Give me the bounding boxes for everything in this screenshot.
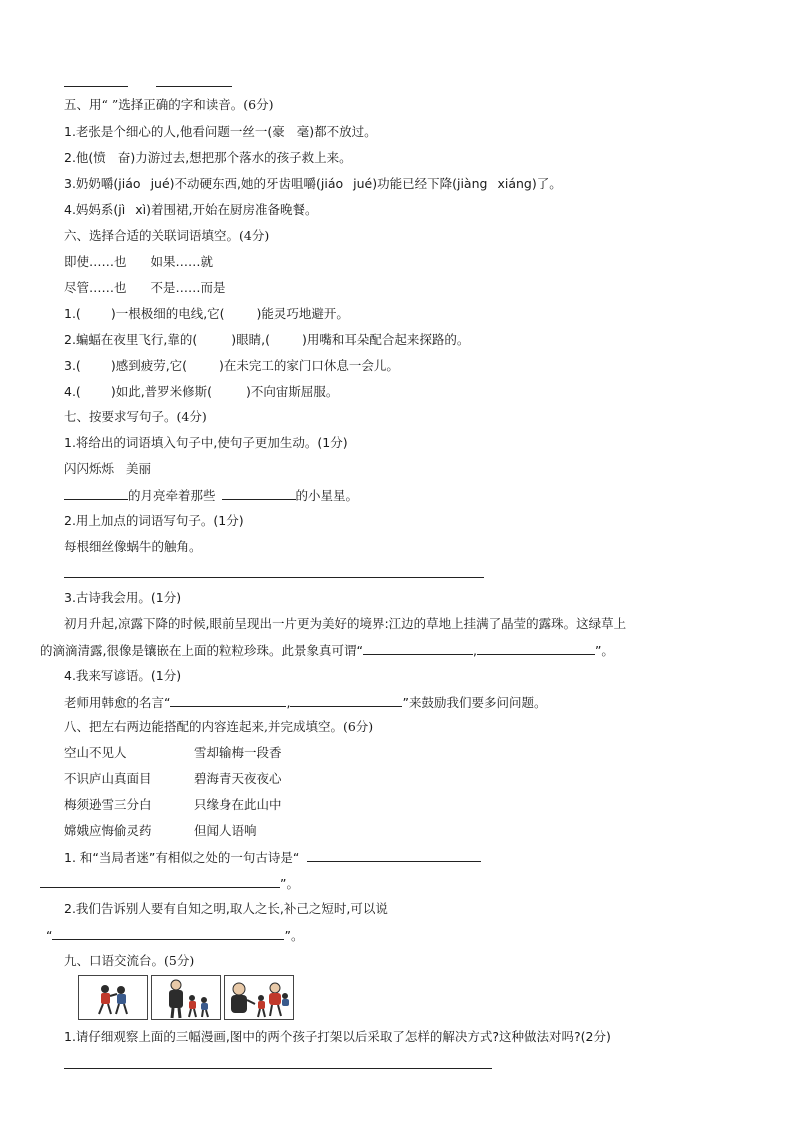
s7-q1-blank-1[interactable]	[64, 487, 128, 500]
s6-q4-a: 4.(	[64, 384, 81, 399]
s7-q4-line-a: 老师用韩愈的名言“	[64, 695, 171, 710]
s8-right-1[interactable]: 雪却输梅一段香	[194, 745, 282, 760]
answer-blank-b[interactable]	[156, 86, 232, 87]
s6-option-bushi: 不是……而是	[150, 280, 226, 295]
comic-panel-3	[224, 975, 294, 1020]
s6-option-jishi: 即使……也	[64, 254, 127, 269]
comic-panel-2	[151, 975, 221, 1020]
s5-q1-pre: 1.老张是个细心的人,他看问题一丝一(豪	[64, 124, 285, 139]
s7-q3-blank-2[interactable]	[477, 642, 595, 655]
s7-word-shanshan: 闪闪烁烁	[64, 461, 115, 476]
s7-q3-line2-a: 的滴滴清露,很像是镶嵌在上面的粒粒珍珠。此景象真可谓“	[40, 643, 363, 658]
s8-left-2[interactable]: 不识庐山真面目	[64, 771, 152, 786]
s7-q1-blank-2[interactable]	[222, 487, 296, 500]
s5-q3-c: jué)功能已经下降(jiàng	[353, 176, 488, 191]
s5-q3-d: xiáng)了。	[497, 176, 562, 191]
s6-option-jinguan: 尽管……也	[64, 280, 127, 295]
s8-q2: 2.我们告诉别人要有自知之明,取人之长,补己之短时,可以说	[64, 901, 388, 916]
section-6-heading: 六、选择合适的关联词语填空。(4分)	[64, 228, 270, 243]
s6-q4-b: )如此,普罗米修斯(	[110, 384, 213, 399]
s7-q4-prompt: 4.我来写谚语。(1分)	[64, 668, 182, 683]
s8-right-4[interactable]: 但闻人语响	[194, 823, 257, 838]
s6-q1	[64, 306, 349, 322]
s8-q2-cont	[46, 927, 303, 944]
s8-q2-end: ”。	[284, 928, 304, 943]
s7-q1-words	[64, 461, 151, 477]
s7-q3-line2-end: ”。	[594, 643, 614, 658]
s5-q1	[64, 124, 377, 140]
s8-right-2[interactable]: 碧海青天夜夜心	[194, 771, 282, 786]
s5-q2-post: 奋)力游过去,想把那个落水的孩子救上来。	[117, 150, 352, 165]
s7-q2-sentence: 每根细丝像蜗牛的触角。	[64, 539, 202, 554]
s8-left-3[interactable]: 梅须逊雪三分白	[64, 797, 152, 812]
s6-q3-a: 3.(	[64, 358, 81, 373]
s5-q1-post: 毫)都不放过。	[296, 124, 377, 139]
s8-q1-text: 1. 和“当局者迷”有相似之处的一句古诗是“	[64, 850, 300, 865]
s6-q1-a: 1.(	[64, 306, 81, 321]
s6-q2	[64, 332, 469, 348]
s5-q4-post: xì)着围裙,开始在厨房准备晚餐。	[135, 202, 318, 217]
s7-q2-prompt: 2.用上加点的词语写句子。(1分)	[64, 513, 244, 528]
comic-kids-fighting-illustration	[79, 976, 147, 1019]
s6-options-row2	[64, 280, 226, 296]
section-7-heading: 七、按要求写句子。(4分)	[64, 409, 207, 424]
s7-q1-sentence	[64, 487, 358, 504]
s8-left-1[interactable]: 空山不见人	[64, 745, 127, 760]
s5-q4	[64, 202, 317, 218]
s5-q2-pre: 2.他(愤	[64, 150, 106, 165]
s8-q1-blank-2[interactable]	[40, 875, 280, 888]
section-9-heading: 九、口语交流台。(5分)	[64, 953, 195, 968]
s7-q1-sentence-a: 的月亮牵着那些	[128, 488, 216, 503]
s7-q3-comma: ,	[472, 643, 477, 658]
s6-q3-c: )在未完工的家门口休息一会儿。	[219, 358, 399, 373]
section-5-heading: 五、用“ ”选择正确的字和读音。(6分)	[64, 97, 274, 112]
s8-q1-end: ”。	[280, 876, 299, 891]
s7-q3-prompt: 3.古诗我会用。(1分)	[64, 590, 182, 605]
s5-q2	[64, 150, 352, 166]
s6-q3-b: )感到疲劳,它(	[110, 358, 188, 373]
s8-q2-open: “	[46, 928, 53, 943]
s7-word-meili: 美丽	[126, 461, 152, 476]
s8-q2-blank[interactable]	[52, 927, 284, 940]
s7-q4-line-end: ”来鼓励我们要多问问题。	[402, 695, 547, 710]
s7-q4-line	[64, 694, 546, 711]
s6-q2-b: )眼睛,(	[231, 332, 271, 347]
s7-q1-prompt: 1.将给出的词语填入句子中,使句子更加生动。(1分)	[64, 435, 348, 450]
s8-q1-cont	[40, 875, 299, 892]
s5-q4-pre: 4.妈妈系(jì	[64, 202, 126, 217]
s8-right-3[interactable]: 只缘身在此山中	[194, 797, 282, 812]
s7-q4-blank-2[interactable]	[290, 694, 402, 707]
s8-q1-blank-1[interactable]	[307, 849, 481, 862]
s5-q3-b: jué)不动硬东西,她的牙齿咀嚼(jiáo	[150, 176, 344, 191]
s7-q3-blank-1[interactable]	[363, 642, 473, 655]
s7-q4-comma: ,	[286, 695, 291, 710]
s6-option-ruguo: 如果……就	[150, 254, 214, 269]
s8-left-4[interactable]: 嫦娥应悔偷灵药	[64, 823, 152, 838]
answer-blank-a[interactable]	[64, 86, 128, 87]
s7-q1-sentence-b: 的小星星。	[295, 488, 359, 503]
s7-q3-paragraph-line2	[40, 642, 614, 659]
s6-q2-c: )用嘴和耳朵配合起来探路的。	[302, 332, 470, 347]
s6-options-row1	[64, 254, 213, 270]
comic-children-reconcile-illustration	[225, 976, 293, 1019]
s6-q1-c: )能灵巧地避开。	[256, 306, 349, 321]
s5-q3-a: 3.奶奶嚼(jiáo	[64, 176, 141, 191]
s6-q1-b: )一根极细的电线,它(	[110, 306, 225, 321]
comic-panel-1	[78, 975, 148, 1020]
section-8-heading: 八、把左右两边能搭配的内容连起来,并完成填空。(6分)	[64, 719, 374, 734]
s9-q1: 1.请仔细观察上面的三幅漫画,图中的两个孩子打架以后采取了怎样的解决方式?这种做法对吗?(2分)	[64, 1029, 611, 1044]
s6-q2-a: 2.蝙蝠在夜里飞行,靠的(	[64, 332, 198, 347]
s5-q3	[64, 176, 562, 192]
s6-q4-c: )不向宙斯屈服。	[246, 384, 339, 399]
s7-q2-answer-line[interactable]	[64, 577, 484, 578]
comic-adult-and-children-illustration	[152, 976, 220, 1019]
s8-q1	[64, 849, 481, 866]
s9-q1-answer-line[interactable]	[64, 1068, 492, 1069]
s7-q3-paragraph-line1: 初月升起,凉露下降的时候,眼前呈现出一片更为美好的境界:江边的草地上挂满了晶莹的露珠。这绿草上	[64, 616, 627, 631]
s6-q4	[64, 384, 338, 400]
s7-q4-blank-1[interactable]	[170, 694, 286, 707]
s6-q3	[64, 358, 399, 374]
